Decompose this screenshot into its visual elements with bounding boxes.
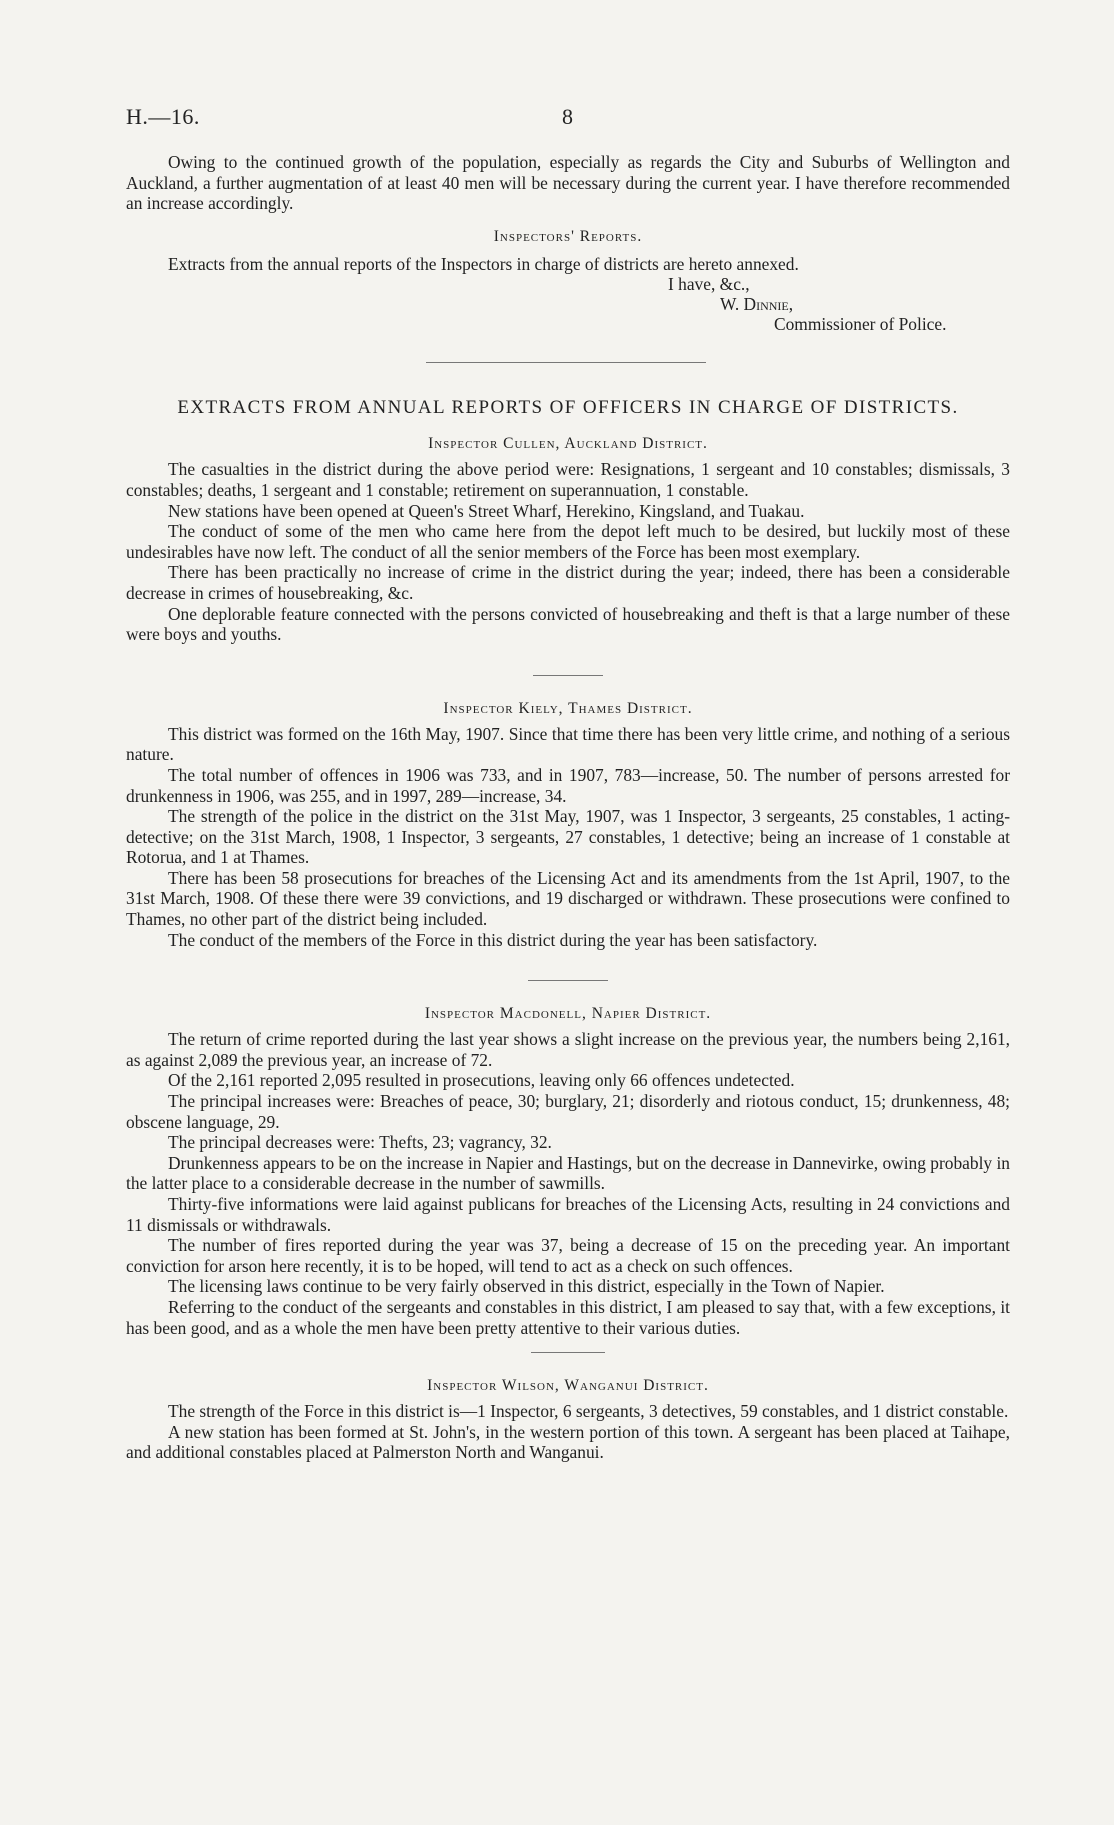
paragraph: Drunkenness appears to be on the increase in Napier and Hastings, but on the decrease in Dannevirke, owing probably in the latter place to a considerable decrease in the number of sawmills.: [126, 1152, 1010, 1194]
paragraph: The total number of offences in 1906 was 733, and in 1907, 783—increase, 50. The number of persons arrested for drunkenness in 1906, was 255, and in 1997, 289—increase, 34.: [126, 764, 1010, 806]
paragraph: The principal decreases were: Thefts, 23; vagrancy, 32.: [168, 1132, 552, 1153]
intro-paragraph: Owing to the continued growth of the population, especially as regards the City and Suburbs of Wellington and Auckland, a further augmentation of at least 40 men will be necessary during the current year. I have therefore recommended an increase accordingly.: [126, 152, 1010, 214]
paragraph: The casualties in the district during the above period were: Resignations, 1 sergeant and 10 constables; dismissals, 3 constables; deaths, 1 sergeant and 1 constable; retirement on superannuation, 1 constable.: [126, 459, 1010, 500]
paragraph: The number of fires reported during the year was 37, being a decrease of 15 on the preceding year. An important conviction for arson here recently, it is to be hoped, will tend to act as a check on such offences.: [126, 1235, 1010, 1276]
section-macdonell: [126, 1029, 1010, 1338]
paragraph: The conduct of some of the men who came here from the depot left much to be desired, but luckily most of these undesirables have now left. The conduct of all the senior members of the Force has been most exemplary.: [126, 521, 1010, 562]
paragraph: The strength of the Force in this district is—1 Inspector, 6 sergeants, 3 detectives, 59 constables, and 1 district constable.: [168, 1401, 1009, 1422]
sign-off: I have, &c.,: [668, 274, 750, 295]
paragraph: Of the 2,161 reported 2,095 resulted in prosecutions, leaving only 66 offences undetected.: [168, 1070, 795, 1091]
paragraph: Thirty-five informations were laid against publicans for breaches of the Licensing Acts, resulting in 24 convictions and 11 dismissals or withdrawals.: [126, 1194, 1010, 1235]
paragraph: New stations have been opened at Queen's Street Wharf, Herekino, Kingsland, and Tuakau.: [168, 500, 805, 521]
signatory-title: Commissioner of Police.: [774, 314, 947, 335]
section-heading-cullen: Inspector Cullen, Auckland District.: [428, 435, 708, 453]
section-kiely: [126, 724, 1010, 951]
reports-paragraph: Extracts from the annual reports of the Inspectors in charge of districts are hereto annexed.: [168, 253, 799, 274]
signature-block: [126, 274, 1010, 340]
paragraph: There has been practically no increase of crime in the district during the year; indeed, there has been a considerable decrease in crimes of housebreaking, &c.: [126, 562, 1010, 603]
section-cullen: [126, 459, 1010, 644]
section-heading-kiely: Inspector Kiely, Thames District.: [443, 699, 693, 717]
paragraph: The return of crime reported during the last year shows a slight increase on the previous year, the numbers being 2,161, as against 2,089 the previous year, an increase of 72.: [126, 1029, 1010, 1070]
paragraph: There has been 58 prosecutions for breaches of the Licensing Act and its amendments from the 1st April, 1907, to the 31st March, 1908. Of these there were 39 convictions, and 19 discharged or withdrawn. These prosecutions were confined to Thames, no other part of the district being included.: [126, 867, 1010, 930]
paragraph: The conduct of the members of the Force in this district during the year has been satisfactory.: [168, 929, 818, 950]
section-heading-wilson: Inspector Wilson, Wanganui District.: [427, 1377, 709, 1395]
page-reference: H.—16.: [126, 104, 200, 129]
paragraph: The strength of the police in the district on the 31st May, 1907, was 1 Inspector, 3 sergeants, 25 constables, 1 acting-detective; on the 31st March, 1908, 1 Inspector, 3 sergeants, 27 constables, 1 detective; being an increase of 1 constable at Rotorua, and 1 at Thames.: [126, 806, 1010, 868]
extracts-title: EXTRACTS FROM ANNUAL REPORTS OF OFFICERS IN CHARGE OF DISTRICTS.: [177, 397, 959, 419]
signatory-name: W. Dinnie,: [720, 294, 794, 315]
page-body: [126, 152, 1010, 1463]
section-wilson: [126, 1401, 1010, 1463]
paragraph: One deplorable feature connected with the persons convicted of housebreaking and theft is that a large number of these were boys and youths.: [126, 603, 1010, 645]
page-number: 8: [562, 104, 573, 129]
paragraph: Referring to the conduct of the sergeants and constables in this district, I am pleased to say that, with a few exceptions, it has been good, and as a whole the men have been pretty attentive to their various duties.: [126, 1296, 1010, 1338]
paragraph: The licensing laws continue to be very fairly observed in this district, especially in the Town of Napier.: [168, 1276, 885, 1297]
paragraph: This district was formed on the 16th May, 1907. Since that time there has been very little crime, and nothing of a serious nature.: [126, 723, 1010, 765]
inspectors-reports-heading: Inspectors' Reports.: [493, 227, 643, 245]
section-heading-macdonell: Inspector Macdonell, Napier District.: [424, 1005, 712, 1023]
paragraph: The principal increases were: Breaches of peace, 30; burglary, 21; disorderly and riotous conduct, 15; drunkenness, 48; obscene language, 29.: [126, 1091, 1010, 1132]
paragraph: A new station has been formed at St. John's, in the western portion of this town. A sergeant has been placed at Taihape, and additional constables placed at Palmerston North and Wanganui.: [126, 1421, 1010, 1463]
page-header: [126, 104, 1002, 134]
